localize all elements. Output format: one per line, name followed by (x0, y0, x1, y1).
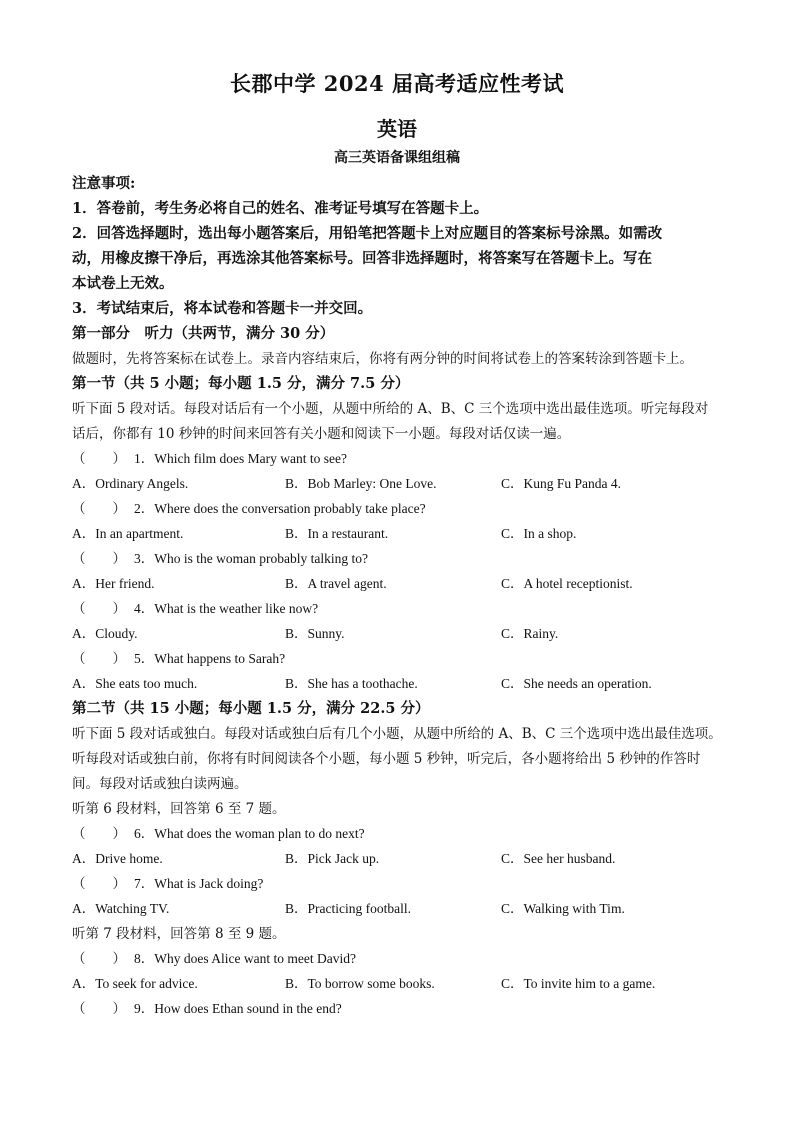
author-line: 高三英语备课组组稿 (334, 150, 460, 166)
option-b: B．Pick Jack up. (285, 851, 380, 866)
question-stem (72, 447, 347, 467)
question-stem (72, 947, 356, 967)
question-text: 3．Who is the woman probably talking to? (134, 551, 368, 566)
question-stem (72, 597, 318, 617)
question-text: 7．What is Jack doing? (134, 876, 264, 891)
answer-paren: （ ） (72, 601, 126, 616)
option-b: B．To borrow some books. (285, 976, 435, 991)
question-text: 2．Where does the conversation probably take place? (134, 501, 426, 516)
question-text: 9．How does Ethan sound in the end? (134, 1001, 342, 1016)
answer-paren: （ ） (72, 501, 126, 516)
part1-instruction: 做题时，先将答案标在试卷上。录音内容结束后，你将有两分钟的时间将试卷上的答案转涂到答题卡上。 (72, 351, 693, 367)
question-stem (72, 872, 263, 892)
subject-title: 英语 (377, 117, 417, 141)
answer-paren: （ ） (72, 826, 126, 841)
option-a: A．Cloudy. (72, 626, 138, 641)
option-b: B．She has a toothache. (285, 676, 418, 691)
option-a: A．In an apartment. (72, 526, 184, 541)
answer-paren: （ ） (72, 951, 126, 966)
option-b: B．Practicing football. (285, 901, 411, 916)
option-a: A．Watching TV. (72, 901, 170, 916)
option-b: B．Bob Marley: One Love. (285, 476, 437, 491)
answer-paren: （ ） (72, 1001, 126, 1016)
option-c: C．Walking with Tim. (501, 901, 625, 916)
section2-instruction-a: 听下面 5 段对话或独白。每段对话或独白后有几个小题，从题中所给的 A、B、C 三个选项中选出最佳选项。 (72, 726, 722, 742)
question-stem (72, 547, 368, 567)
question-text: 4．What is the weather like now? (134, 601, 319, 616)
question-stem (72, 822, 365, 842)
material-6-intro: 听第 6 段材料，回答第 6 至 7 题。 (72, 801, 286, 817)
section1-instruction-a: 听下面 5 段对话。每段对话后有一个小题，从题中所给的 A、B、C 三个选项中选出最佳选项。听完每段对 (72, 401, 709, 417)
notes-heading: 注意事项: (72, 175, 136, 192)
question-text: 8．Why does Alice want to meet David? (134, 951, 356, 966)
part1-heading: 第一部分 听力（共两节，满分 30 分） (72, 325, 335, 342)
answer-paren: （ ） (72, 451, 126, 466)
note-2a: 2．回答选择题时，选出每小题答案后，用铅笔把答题卡上对应题目的答案标号涂黑。如需改 (72, 225, 663, 242)
option-a: A．Ordinary Angels. (72, 476, 189, 491)
exam-title: 长郡中学 2024 届高考适应性考试 (229, 71, 565, 96)
question-text: 6．What does the woman plan to do next? (134, 826, 365, 841)
option-a: A．She eats too much. (72, 676, 198, 691)
option-a: A．To seek for advice. (72, 976, 198, 991)
option-c: C．A hotel receptionist. (501, 576, 633, 591)
question-text: 1．Which film does Mary want to see? (134, 451, 347, 466)
question-text: 5．What happens to Sarah? (134, 651, 286, 666)
question-stem (72, 497, 426, 517)
question-stem (72, 997, 342, 1017)
option-a: A．Drive home. (72, 851, 163, 866)
option-c: C．In a shop. (501, 526, 577, 541)
option-b: B．In a restaurant. (285, 526, 389, 541)
section1-instruction-b: 话后，你都有 10 秒钟的时间来回答有关小题和阅读下一小题。每段对话仅读一遍。 (72, 426, 571, 442)
option-c: C．She needs an operation. (501, 676, 652, 691)
answer-paren: （ ） (72, 876, 126, 891)
section2-instruction-c: 间。每段对话或独白读两遍。 (72, 776, 248, 792)
answer-paren: （ ） (72, 551, 126, 566)
option-c: C．Rainy. (501, 626, 559, 641)
option-b: B．A travel agent. (285, 576, 387, 591)
question-stem (72, 647, 285, 667)
section1-heading: 第一节（共 5 小题；每小题 1.5 分，满分 7.5 分） (72, 375, 410, 392)
answer-paren: （ ） (72, 651, 126, 666)
option-c: C．See her husband. (501, 851, 616, 866)
section2-heading: 第二节（共 15 小题；每小题 1.5 分，满分 22.5 分） (72, 700, 430, 717)
note-1: 1．答卷前，考生务必将自己的姓名、准考证号填写在答题卡上。 (72, 200, 489, 217)
option-a: A．Her friend. (72, 576, 155, 591)
section2-instruction-b: 听每段对话或独白前，你将有时间阅读各个小题，每小题 5 秒钟，听完后，各小题将给出 5 秒钟的作答时 (72, 751, 701, 767)
option-c: C．To invite him to a game. (501, 976, 656, 991)
note-2b: 动，用橡皮擦干净后，再选涂其他答案标号。回答非选择题时，将答案写在答题卡上。写在 (72, 250, 652, 267)
option-c: C．Kung Fu Panda 4. (501, 476, 622, 491)
option-b: B．Sunny. (285, 626, 345, 641)
material-7-intro: 听第 7 段材料，回答第 8 至 9 题。 (72, 926, 286, 942)
note-3: 3．考试结束后，将本试卷和答题卡一并交回。 (72, 300, 373, 317)
note-2c: 本试卷上无效。 (72, 275, 174, 292)
